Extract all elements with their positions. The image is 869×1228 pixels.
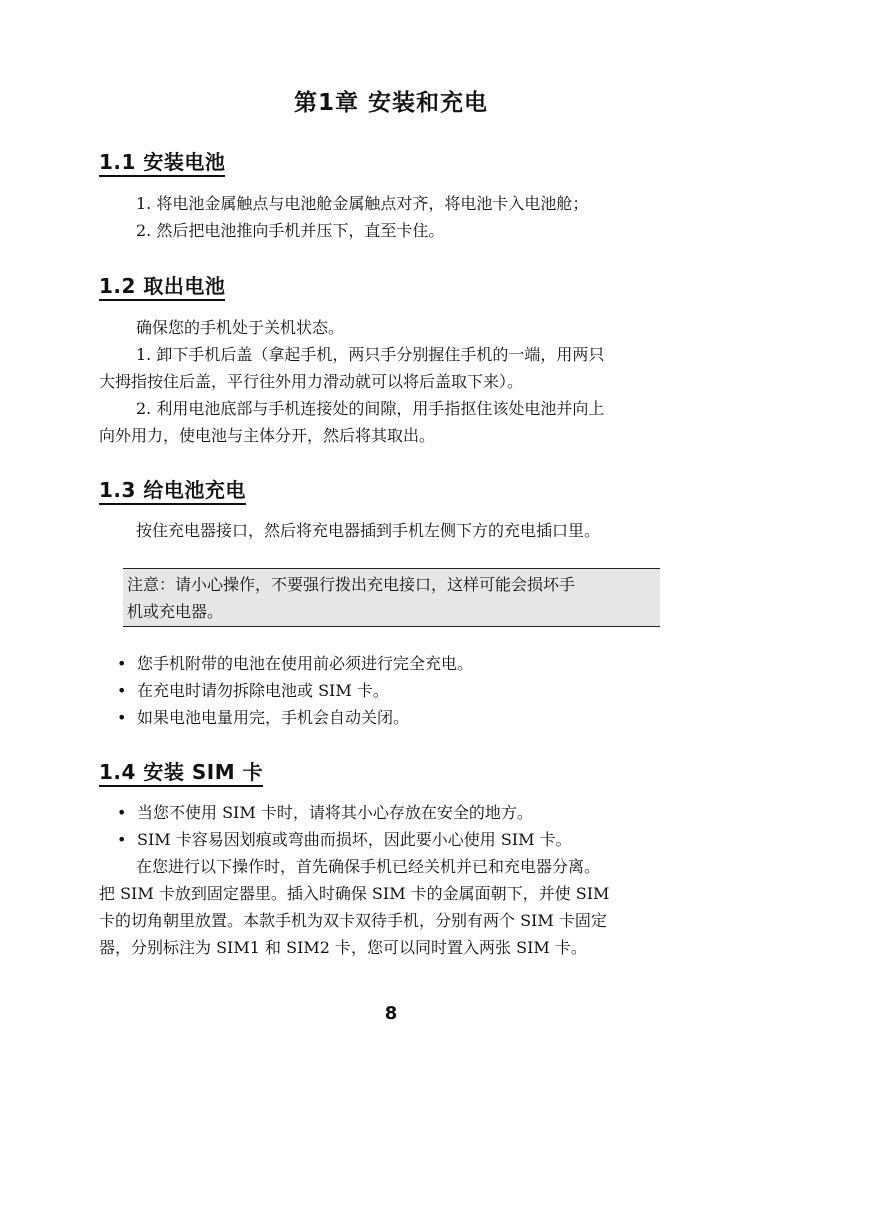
bullet-text: 当您不使用 SIM 卡时，请将其小心存放在安全的地方。 <box>137 803 533 822</box>
bullet-item <box>117 830 572 850</box>
paragraph-line: 2. 然后把电池推向手机并压下，直至卡住。 <box>136 221 445 240</box>
section-heading-1-2: 1.2 取出电池 <box>99 274 225 301</box>
note-line: 机或充电器。 <box>127 602 224 621</box>
bullet-item <box>117 708 409 728</box>
paragraph-line: 在您进行以下操作时，首先确保手机已经关机并已和充电器分离。 <box>136 857 601 876</box>
paragraph-line: 大拇指按住后盖，平行往外用力滑动就可以将后盖取下来）。 <box>99 372 524 391</box>
paragraph-line: 按住充电器接口，然后将充电器插到手机左侧下方的充电插口里。 <box>136 521 601 540</box>
section-heading-1-3: 1.3 给电池充电 <box>99 478 246 505</box>
bullet-item <box>117 654 473 674</box>
bullet-text: 如果电池电量用完，手机会自动关闭。 <box>137 708 410 727</box>
bullet-text: 在充电时请勿拆除电池或 SIM 卡。 <box>137 681 389 700</box>
chapter-title: 第1章 安装和充电 <box>293 90 488 116</box>
paragraph-line: 向外用力，使电池与主体分开，然后将其取出。 <box>99 426 436 445</box>
note-line: 注意：请小心操作，不要强行拨出充电接口，这样可能会损坏手 <box>127 575 576 594</box>
bullet-text: 您手机附带的电池在使用前必须进行完全充电。 <box>137 654 474 673</box>
bullet-dot-icon: • <box>117 654 127 673</box>
bullet-dot-icon: • <box>117 681 127 700</box>
paragraph-line: 器，分别标注为 SIM1 和 SIM2 卡，您可以同时置入两张 SIM 卡。 <box>99 938 587 957</box>
paragraph-line: 确保您的手机处于关机状态。 <box>136 318 345 337</box>
page-number: 8 <box>384 1003 398 1024</box>
bullet-item <box>117 803 533 823</box>
section-heading-1-4: 1.4 安装 SIM 卡 <box>99 760 263 787</box>
paragraph-line: 卡的切角朝里放置。本款手机为双卡双待手机，分别有两个 SIM 卡固定 <box>99 911 607 930</box>
bullet-text: SIM 卡容易因划痕或弯曲而损坏，因此要小心使用 SIM 卡。 <box>137 830 572 849</box>
paragraph-line: 1. 将电池金属触点与电池舱金属触点对齐，将电池卡入电池舱； <box>136 194 589 213</box>
paragraph-line: 把 SIM 卡放到固定器里。插入时确保 SIM 卡的金属面朝下，并使 SIM <box>99 884 610 903</box>
bullet-item <box>117 681 389 701</box>
bullet-dot-icon: • <box>117 708 127 727</box>
section-heading-1-1: 1.1 安装电池 <box>99 150 225 177</box>
paragraph-line: 1. 卸下手机后盖（拿起手机，两只手分别握住手机的一端，用两只 <box>136 345 605 364</box>
note-box <box>123 568 660 627</box>
bullet-dot-icon: • <box>117 830 127 849</box>
paragraph-line: 2. 利用电池底部与手机连接处的间隙，用手指抠住该处电池并向上 <box>136 399 605 418</box>
bullet-dot-icon: • <box>117 803 127 822</box>
